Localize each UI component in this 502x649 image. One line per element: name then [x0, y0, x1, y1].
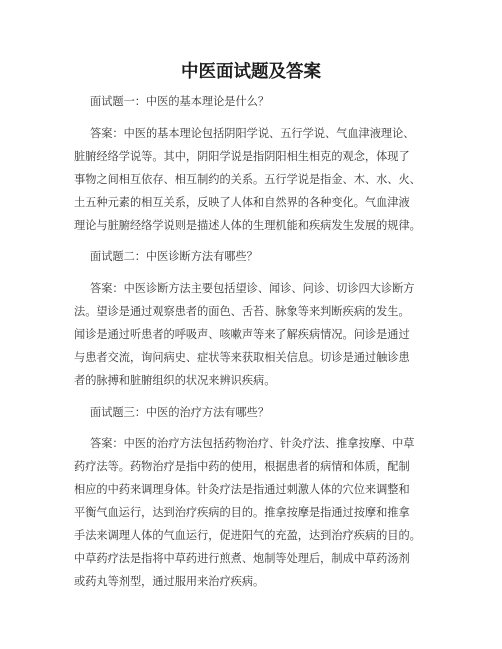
answer-1-line: 土五种元素的相互关系，反映了人体和自然界的各种变化。气血津液	[74, 196, 410, 209]
question-3: 面试题三：中医的治疗方法有哪些？	[90, 406, 270, 419]
document-title: 中医面试题及答案	[181, 62, 321, 82]
answer-2-line: 与患者交流，询问病史、症状等来获取相关信息。切诊是通过触诊患	[74, 351, 410, 364]
answer-3-line: 手法来调理人体的气血运行，促进阳气的充盈，达到治疗疾病的目的。	[74, 529, 421, 542]
answer-2-line: 答案：中医诊断方法主要包括望诊、闻诊、问诊、切诊四大诊断方	[90, 282, 415, 295]
answer-3-line: 药疗法等。药物治疗是指中药的使用，根据患者的病情和体质，配制	[74, 460, 410, 473]
answer-2-line: 闻诊是通过听患者的呼吸声、咳嗽声等来了解疾病情况。问诊是通过	[74, 328, 410, 341]
answer-1-line: 理论与脏腑经络学说则是描述人体的生理机能和疾病发生发展的规律。	[74, 219, 421, 232]
answer-2-line: 者的脉搏和脏腑组织的状况来辨识疾病。	[74, 374, 276, 387]
answer-3-line: 平衡气血运行，达到治疗疾病的目的。推拿按摩是指通过按摩和推拿	[74, 506, 410, 519]
answer-2-line: 法。望诊是通过观察患者的面色、舌苔、脉象等来判断疾病的发生。	[74, 305, 410, 318]
answer-1-line: 脏腑经络学说等。其中，阴阳学说是指阴阳相生相克的观念，体现了	[74, 150, 410, 163]
answer-1-line: 事物之间相互依存、相互制约的关系。五行学说是指金、木、水、火、	[74, 173, 421, 186]
question-1: 面试题一：中医的基本理论是什么？	[90, 95, 270, 108]
answer-3-line: 中草药疗法是指将中草药进行煎煮、炮制等处理后，制成中草药汤剂	[74, 552, 410, 565]
answer-3-line: 相应的中药来调理身体。针灸疗法是指通过刺激人体的穴位来调整和	[74, 483, 410, 496]
answer-1-line: 答案：中医的基本理论包括阴阳学说、五行学说、气血津液理论、	[90, 127, 415, 140]
answer-3-line: 答案：中医的治疗方法包括药物治疗、针灸疗法、推拿按摩、中草	[90, 437, 415, 450]
question-2: 面试题二：中医诊断方法有哪些？	[90, 250, 258, 263]
answer-3-line: 或药丸等剂型，通过服用来治疗疾病。	[74, 575, 265, 588]
